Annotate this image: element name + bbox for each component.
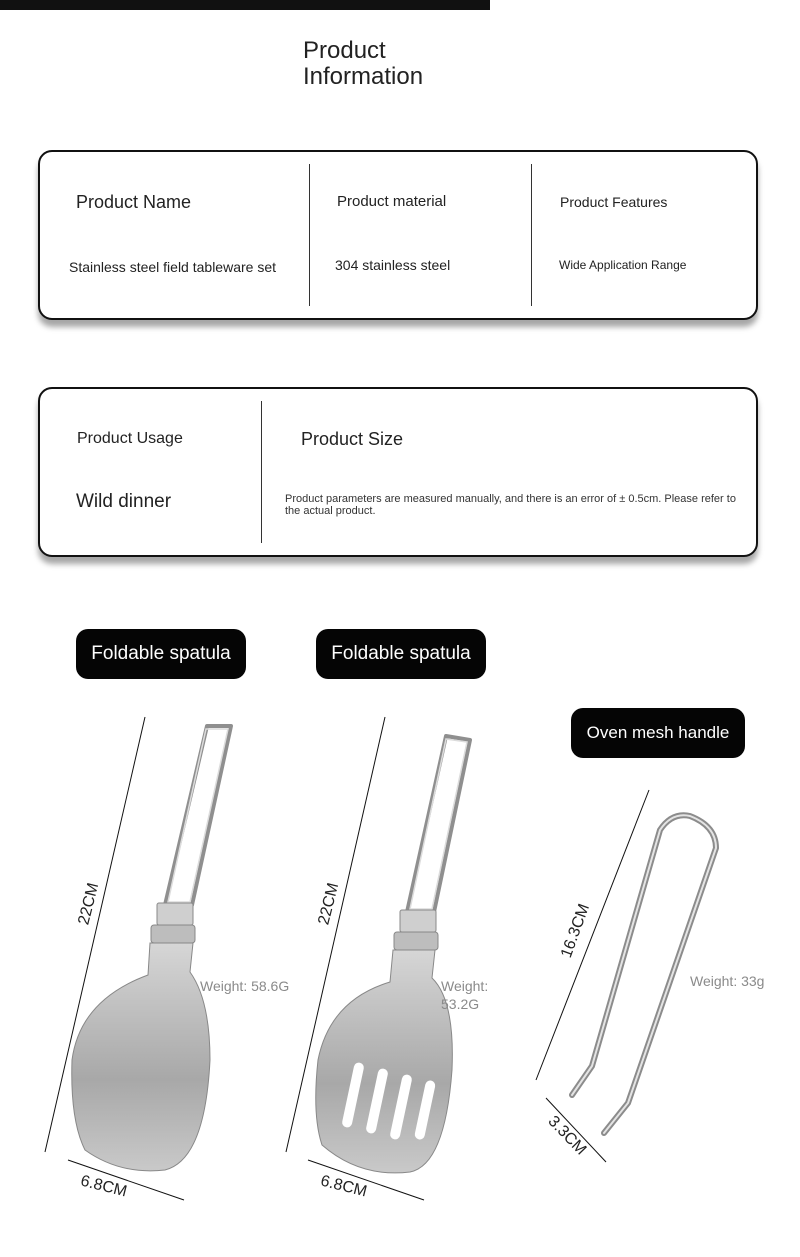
length-dimension: 22CM (315, 881, 343, 927)
product-features-label: Product Features (560, 194, 668, 210)
product-material-value: 304 stainless steel (335, 257, 451, 273)
length-dimension: 16.3CM (557, 901, 594, 961)
product-features-value: Wide Application Range (559, 258, 687, 272)
product-label-pill: Oven mesh handle (571, 708, 745, 758)
weight-label: Weight: 53.2G (441, 978, 489, 1012)
product-usage-label: Product Usage (77, 430, 183, 447)
product-label-pill: Foldable spatula (316, 629, 486, 679)
wire-handle-icon (536, 790, 716, 1162)
product-material-label: Product material (337, 193, 447, 210)
width-dimension: 6.8CM (78, 1172, 129, 1201)
length-dimension: 22CM (75, 881, 103, 927)
width-dimension: 3.3CM (544, 1112, 590, 1159)
product-size-note: Product parameters are measured manually, and there is an error of ± 0.5cm. Please refer to the actual product. (285, 493, 736, 517)
product-usage-value: Wild dinner (76, 491, 172, 512)
product-size-label: Product Size (301, 429, 404, 449)
spatula-icon (45, 717, 231, 1200)
weight-label: Weight: 58.6G (200, 978, 290, 994)
width-dimension: 6.8CM (318, 1172, 369, 1201)
page-title: Product Information (303, 37, 424, 90)
product-name-label: Product Name (76, 192, 192, 212)
weight-label: Weight: 33g (690, 973, 765, 989)
slotted-spatula-icon (286, 717, 470, 1200)
product-name-value: Stainless steel field tableware set (69, 259, 276, 275)
product-label-pill: Foldable spatula (76, 629, 246, 679)
